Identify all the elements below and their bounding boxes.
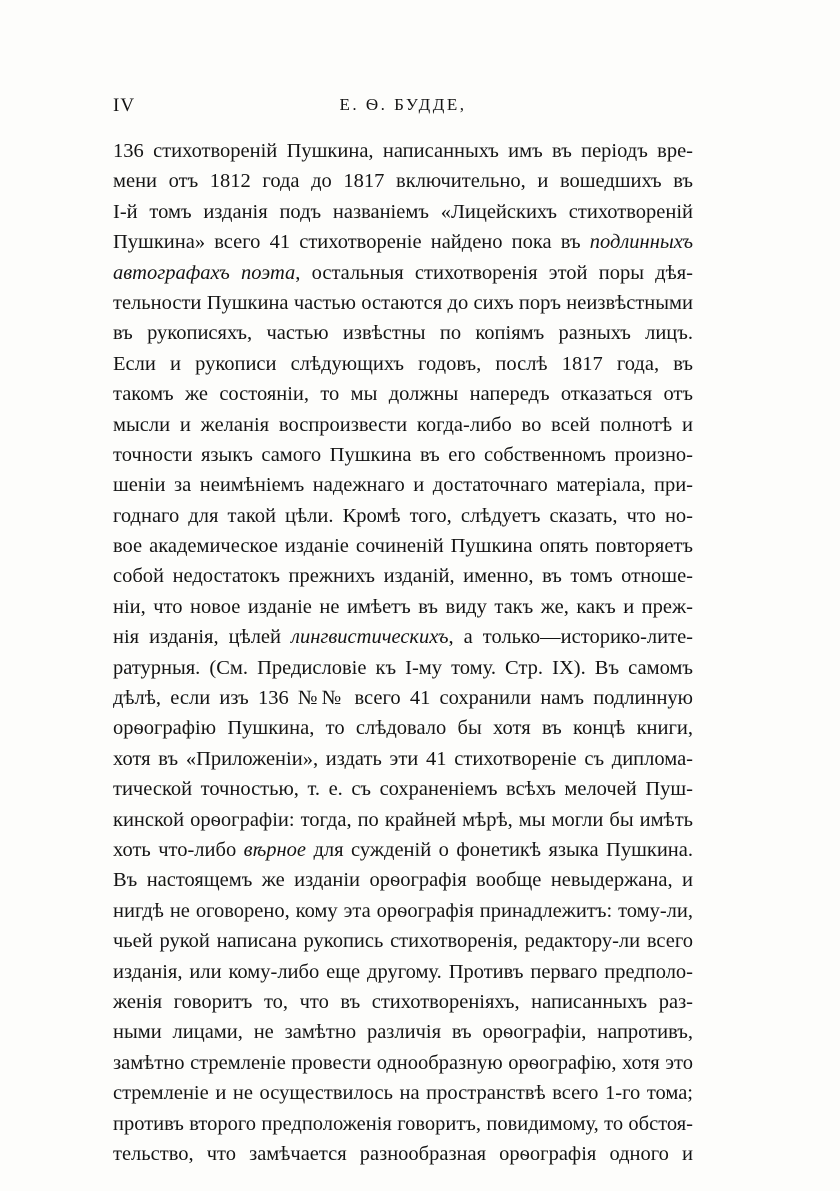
text-segment: тической точностью, т. е. съ сохраненіемъ всѣхъ мелочей Пуш- [113,778,693,801]
text-segment: I-й томъ изданія подъ названіемъ «Лицейскихъ стихотвореній [113,200,693,223]
text-segment: годнаго для такой цѣли. Кромѣ того, слѣдуетъ сказать, что но- [113,504,693,527]
text-line [113,1017,693,1047]
text-line [113,1109,693,1139]
text-segment: для сужденій о фонетикѣ языка Пушкина. [306,838,693,861]
text-segment: стремленіе и не осуществилось на пространствѣ всего 1-го тома; [113,1082,693,1105]
text-segment: Въ настоящемъ же изданіи орѳографія вообще невыдержана, и [113,869,693,892]
text-line [113,713,693,743]
text-line [113,470,693,500]
text-segment: изданія, или кому-либо еще другому. Противъ перваго предполо- [113,960,693,983]
text-segment: мени отъ 1812 года до 1817 включительно, и вошедшихъ въ [113,170,693,193]
text-segment: ніи, что новое изданіе не имѣетъ въ виду такъ же, какъ и преж- [113,595,693,618]
text-segment: , остальныя стихотворенія этой поры дѣя- [295,261,693,284]
text-line [113,410,693,440]
text-segment: 136 стихотвореній Пушкина, написанныхъ имъ въ періодъ вре- [113,140,693,162]
text-line [113,166,693,196]
italic-phrase: автографахъ поэта [113,261,296,284]
running-head: Е. Ѳ. БУДДЕ, [339,95,467,114]
text-segment: женія говоритъ то, что въ стихотвореніяхъ, написанныхъ раз- [113,990,693,1013]
body-text [113,136,693,1169]
text-segment: вое академическое изданіе сочиненій Пушкина опять повторяетъ [113,535,693,558]
text-segment: ными лицами, не замѣтно различія въ орѳографіи, напротивъ, [113,1021,693,1044]
text-segment: Пушкина» всего 41 стихотвореніе найдено пока въ [113,231,590,254]
text-line [113,136,693,166]
text-line [113,1139,693,1169]
italic-phrase: лингвистическихъ [291,626,449,649]
text-line [113,653,693,683]
text-segment: шеніи за неимѣніемъ надежнаго и достаточнаго матеріала, при- [113,474,693,497]
text-line [113,926,693,956]
text-segment: тельности Пушкина частью остаются до сихъ поръ неизвѣстными [113,291,693,314]
text-line [113,227,693,257]
text-segment: орѳографію Пушкина, то слѣдовало бы хотя въ концѣ книги, [113,717,693,740]
text-line [113,805,693,835]
text-line [113,957,693,987]
text-segment: Если и рукописи слѣдующихъ годовъ, послѣ 1817 года, въ [113,352,693,375]
text-segment: нигдѣ не оговорено, кому эта орѳографія принадлежитъ: тому-ли, [113,899,693,922]
text-line [113,258,693,288]
text-line [113,318,693,348]
text-line [113,622,693,652]
text-line [113,561,693,591]
text-segment: ратурныя. (См. Предисловіе къ I-му тому. Стр. IX). Въ самомъ [113,656,693,679]
text-line [113,349,693,379]
text-line [113,592,693,622]
page-number: IV [113,95,136,116]
text-segment: хоть что-либо [113,838,244,861]
text-segment: тельство, что замѣчается разнообразная орѳографія одного и [113,1142,693,1165]
text-line [113,1048,693,1078]
text-line [113,197,693,227]
text-line [113,774,693,804]
italic-phrase: вѣрное [243,838,307,861]
text-segment: мысли и желанія воспроизвести когда-либо во всей полнотѣ и [113,413,693,436]
text-line [113,440,693,470]
text-line [113,288,693,318]
text-line [113,683,693,713]
text-segment: нія изданія, цѣлей [113,626,292,649]
text-line [113,1078,693,1108]
text-line [113,896,693,926]
text-segment: въ рукописяхъ, частью извѣстны по копіямъ разныхъ лицъ. [113,322,693,345]
page-header [113,95,693,119]
text-line [113,987,693,1017]
text-segment: такомъ же состояніи, то мы должны напередъ отказаться отъ [113,383,693,406]
text-segment: замѣтно стремленіе провести однообразную орѳографію, хотя это [113,1051,693,1074]
text-segment: собой недостатокъ прежнихъ изданій, именно, въ томъ отноше- [113,565,693,588]
text-segment: хотя въ «Приложеніи», издать эти 41 стихотвореніе съ диплома- [113,747,693,770]
text-line [113,865,693,895]
text-line [113,835,693,865]
text-segment: чьей рукой написана рукопись стихотворенія, редактору-ли всего [113,930,693,953]
text-line [113,531,693,561]
text-segment: противъ второго предположенія говоритъ, повидимому, то обстоя- [113,1112,693,1135]
text-segment: , а только—историко-литe- [448,626,693,649]
text-line [113,501,693,531]
text-segment: дѣлѣ, если изъ 136 №№ всего 41 сохранили намъ подлинную [113,687,693,710]
italic-phrase: подлинныхъ [589,231,693,254]
text-line [113,379,693,409]
text-line [113,744,693,774]
text-segment: кинской орѳографіи: тогда, по крайней мѣрѣ, мы могли бы имѣть [113,808,693,831]
text-segment: точности языкъ самого Пушкина въ его собственномъ произно- [113,443,693,466]
